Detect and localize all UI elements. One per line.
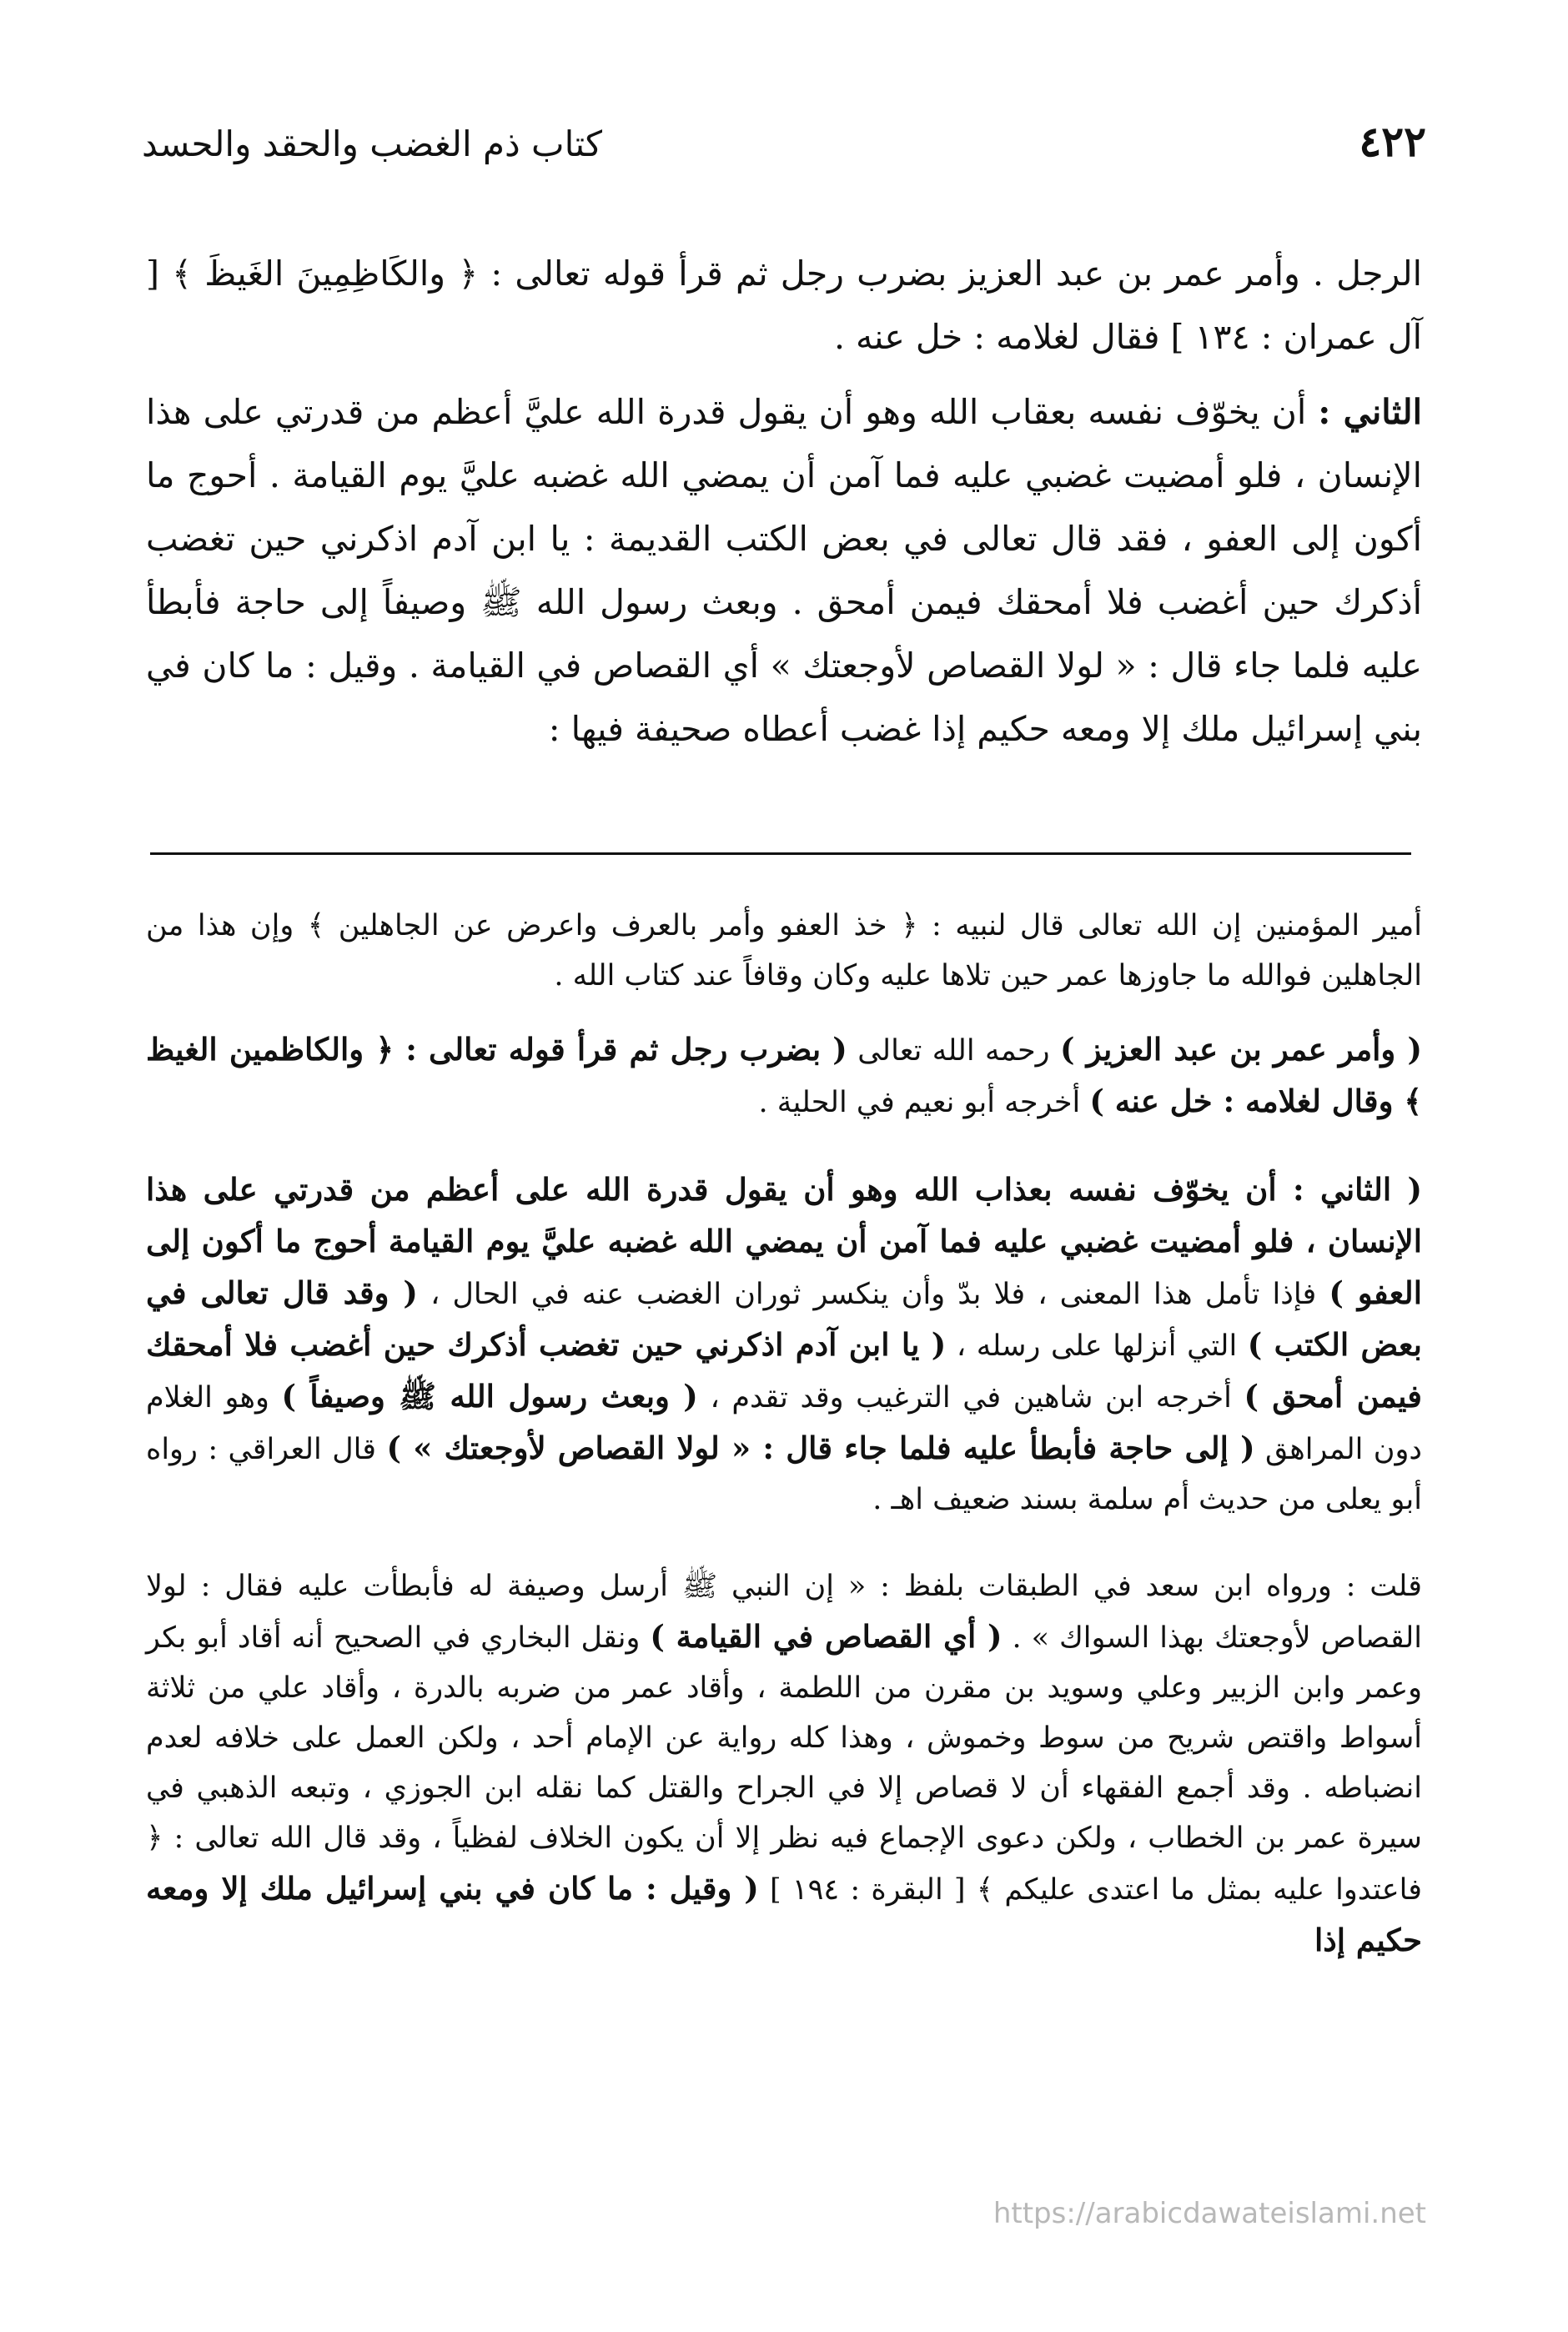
commentary-text: قلت : ورواه ابن سعد في الطبقات بلفظ : « إن النبي ﷺ أرسل وصيفة له فأبطأت عليه فقال : لولا القصاص لأوجعتك بهذا السواك » . — [146, 1570, 1422, 1655]
commentary-quote: ( وقد قال تعالى في بعض الكتب ) — [146, 1274, 1422, 1363]
commentary-quote: ( بضرب رجل ثم قرأ قوله تعالى : ﴿ والكاظمين الغيظ ﴾ وقال لغلامه : خل عنه ) — [146, 1031, 1422, 1119]
commentary-text: التي أنزلها على رسله ، — [946, 1329, 1248, 1363]
commentary-quote: ( وأمر عمر بن عبد العزيز ) — [1059, 1031, 1422, 1068]
commentary-paragraph-3 — [146, 1164, 1422, 1525]
watermark-url: https://arabicdawateislami.net — [993, 2197, 1426, 2230]
commentary-text: قال العراقي : رواه أبو يعلى من حديث أم سلمة بسند ضعيف اهـ . — [146, 1433, 1422, 1516]
commentary-text: ونقل البخاري في الصحيح أنه أقاد أبو بكر وعمر وابن الزبير وعلي وسويد بن مقرن من اللطمة ، وأقاد عمر من ضربه بالدرة ، وأقاد علي من ثلاثة أسواط واقتص شريح من سوط وخموش ، وهذا كله رواية عن الإمام أحد ، ولكن العمل على خلافه لعدم انضباطه . وقد أجمع الفقهاء أن لا قصاص إلا في الجراح والقتل كما نقله ابن الجوزي ، وتبعه الذهبي في سيرة عمر بن الخطاب ، ولكن دعوى الإجماع فيه نظر إلا أن يكون الخلاف لفظياً ، وقد قال الله تعالى : ﴿ فاعتدوا عليه بمثل ما اعتدى عليكم ﴾ [ البقرة : ١٩٤ ] — [146, 1621, 1422, 1907]
commentary-quote: ( يا ابن آدم اذكرني حين تغضب أذكرك حين أغضب فلا أمحقك فيمن أمحق ) — [146, 1326, 1422, 1415]
main-paragraph-2-lead: الثاني : — [1318, 392, 1422, 432]
commentary-text: وهو الغلام دون المراهق — [146, 1381, 1422, 1466]
main-paragraph-2 — [146, 380, 1422, 761]
commentary-paragraph-1: أمير المؤمنين إن الله تعالى قال لنبيه : ﴿ خذ العفو وأمر بالعرف واعرض عن الجاهلين ﴾ وإن هذا من الجاهلين فوالله ما جاوزها عمر حين تلاها عليه وكان وقافاً عند كتاب الله . — [146, 909, 1422, 993]
commentary-quote: ( وبعث رسول الله ﷺ وصيفاً ) — [281, 1378, 698, 1415]
commentary-quote: ( الثاني : أن يخوّف نفسه بعذاب الله وهو أن يقول قدرة الله على أعظم من قدرتي على هذا الإنسان ، فلو أمضيت غضبي عليه فما آمن أن يمضي الله غضبه عليَّ يوم القيامة أحوج ما أكون إلى العفو ) — [146, 1171, 1423, 1311]
commentary-quote: ( وقيل : ما كان في بني إسرائيل ملك إلا ومعه حكيم إذا — [146, 1870, 1422, 1958]
main-text — [146, 242, 1422, 761]
footnote-separator — [150, 852, 1411, 855]
page-header — [142, 117, 1426, 183]
commentary-text: أخرجه أبو نعيم في الحلية . — [758, 1086, 1090, 1119]
page-number: ٤٢٢ — [1359, 117, 1426, 166]
commentary-text: أخرجه ابن شاهين في الترغيب وقد تقدم ، — [697, 1381, 1244, 1415]
commentary-text: رحمه الله تعالى — [847, 1034, 1060, 1068]
commentary-quote: ( إلى حاجة فأبطأ عليه فلما جاء قال : « لولا القصاص لأوجعتك » ) — [386, 1430, 1255, 1466]
commentary-paragraph-2 — [146, 1024, 1422, 1128]
running-title: كتاب ذم الغضب والحقد والحسد — [142, 123, 603, 164]
main-paragraph-2-body: أن يخوّف نفسه بعقاب الله وهو أن يقول قدرة الله عليَّ أعظم من قدرتي على هذا الإنسان ، فلو أمضيت غضبي عليه فما آمن أن يمضي الله غضبه عليَّ يوم القيامة . أحوج ما أكون إلى العفو ، فقد قال تعالى في بعض الكتب القديمة : يا ابن آدم اذكرني حين تغضب أذكرك حين أغضب فلا أمحقك فيمن أمحق . وبعث رسول الله ﷺ وصيفاً إلى حاجة فأبطأ عليه فلما جاء قال : « لولا القصاص لأوجعتك » أي القصاص في القيامة . وقيل : ما كان في بني إسرائيل ملك إلا ومعه حكيم إذا غضب أعطاه صحيفة فيها : — [146, 392, 1422, 749]
commentary-text: فإذا تأمل هذا المعنى ، فلا بدّ وأن ينكسر ثوران الغضب عنه في الحال ، — [417, 1278, 1329, 1311]
commentary-quote: ( أي القصاص في القيامة ) — [650, 1618, 1003, 1655]
main-paragraph-1: الرجل . وأمر عمر بن عبد العزيز بضرب رجل ثم قرأ قوله تعالى : ﴿ والكَاظِمِينَ الغَيظَ ﴾ [ آل عمران : ١٣٤ ] فقال لغلامه : خل عنه . — [146, 254, 1422, 357]
commentary-paragraph-4 — [146, 1561, 1422, 1967]
commentary — [146, 901, 1422, 1967]
